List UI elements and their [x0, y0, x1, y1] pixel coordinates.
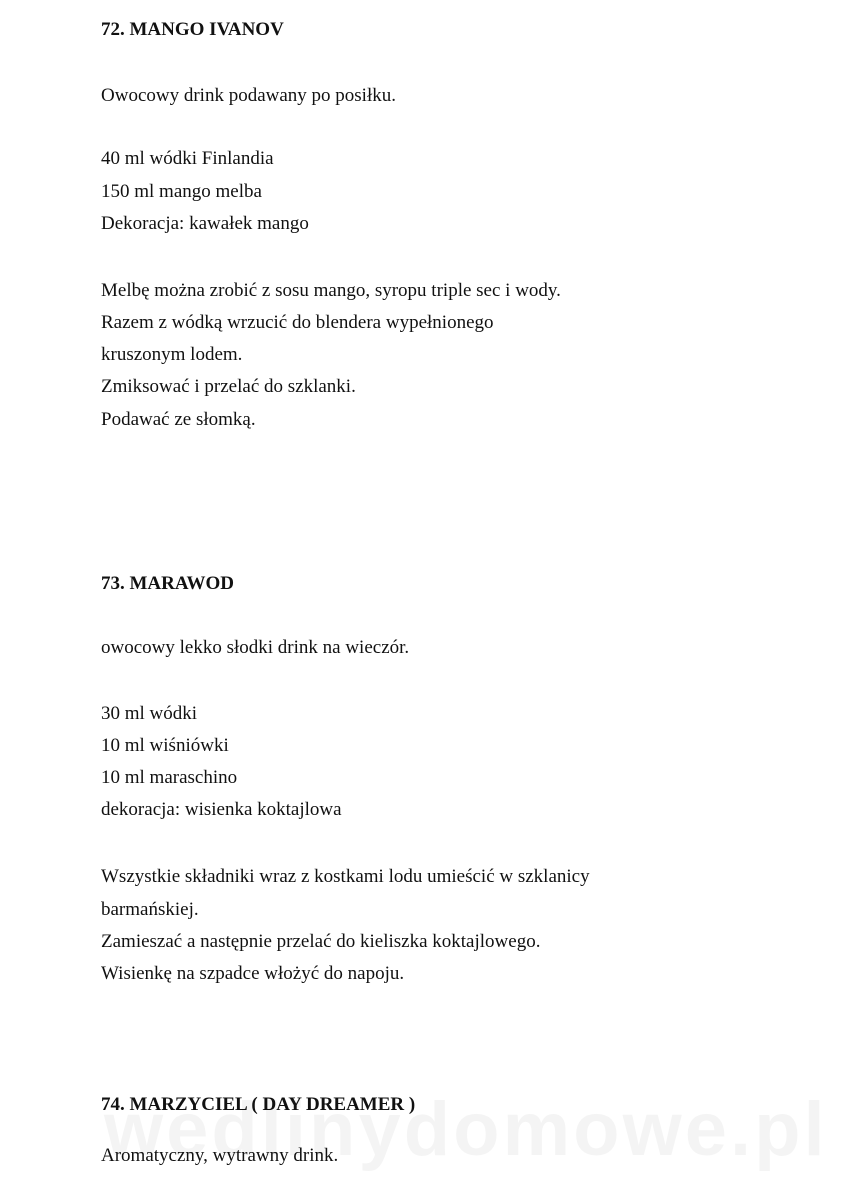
recipe-title: 72. MANGO IVANOV — [101, 19, 284, 40]
ingredient-line: dekoracja: wisienka koktajlowa — [101, 799, 342, 820]
ingredient-line: 30 ml wódki — [101, 703, 198, 724]
instruction-line: Podawać ze słomką. — [101, 409, 256, 430]
instruction-line: Melbę można zrobić z sosu mango, syropu triple sec i wody. — [101, 280, 561, 301]
ingredient-line: 10 ml maraschino — [101, 767, 238, 788]
recipe-description: Aromatyczny, wytrawny drink. — [101, 1145, 339, 1166]
instruction-line: Zmiksować i przelać do szklanki. — [101, 376, 356, 397]
ingredient-line: 10 ml wiśniówki — [101, 735, 229, 756]
instruction-line: Zamieszać a następnie przelać do kieliszka koktajlowego. — [101, 931, 541, 952]
instruction-line: Razem z wódką wrzucić do blendera wypełnionego — [101, 312, 494, 333]
recipe-title: 74. MARZYCIEL ( DAY DREAMER ) — [101, 1094, 416, 1115]
instruction-line: Wisienkę na szpadce włożyć do napoju. — [101, 963, 405, 984]
ingredient-line: 40 ml wódki Finlandia — [101, 148, 274, 169]
recipe-description: owocowy lekko słodki drink na wieczór. — [101, 637, 410, 658]
ingredient-line: 150 ml mango melba — [101, 181, 262, 202]
recipe-description: Owocowy drink podawany po posiłku. — [101, 85, 396, 106]
instruction-line: Wszystkie składniki wraz z kostkami lodu umieścić w szklanicy — [101, 866, 590, 887]
instruction-line: barmańskiej. — [101, 899, 199, 920]
ingredient-line: Dekoracja: kawałek mango — [101, 213, 309, 234]
instruction-line: kruszonym lodem. — [101, 344, 243, 365]
recipe-title: 73. MARAWOD — [101, 573, 234, 594]
